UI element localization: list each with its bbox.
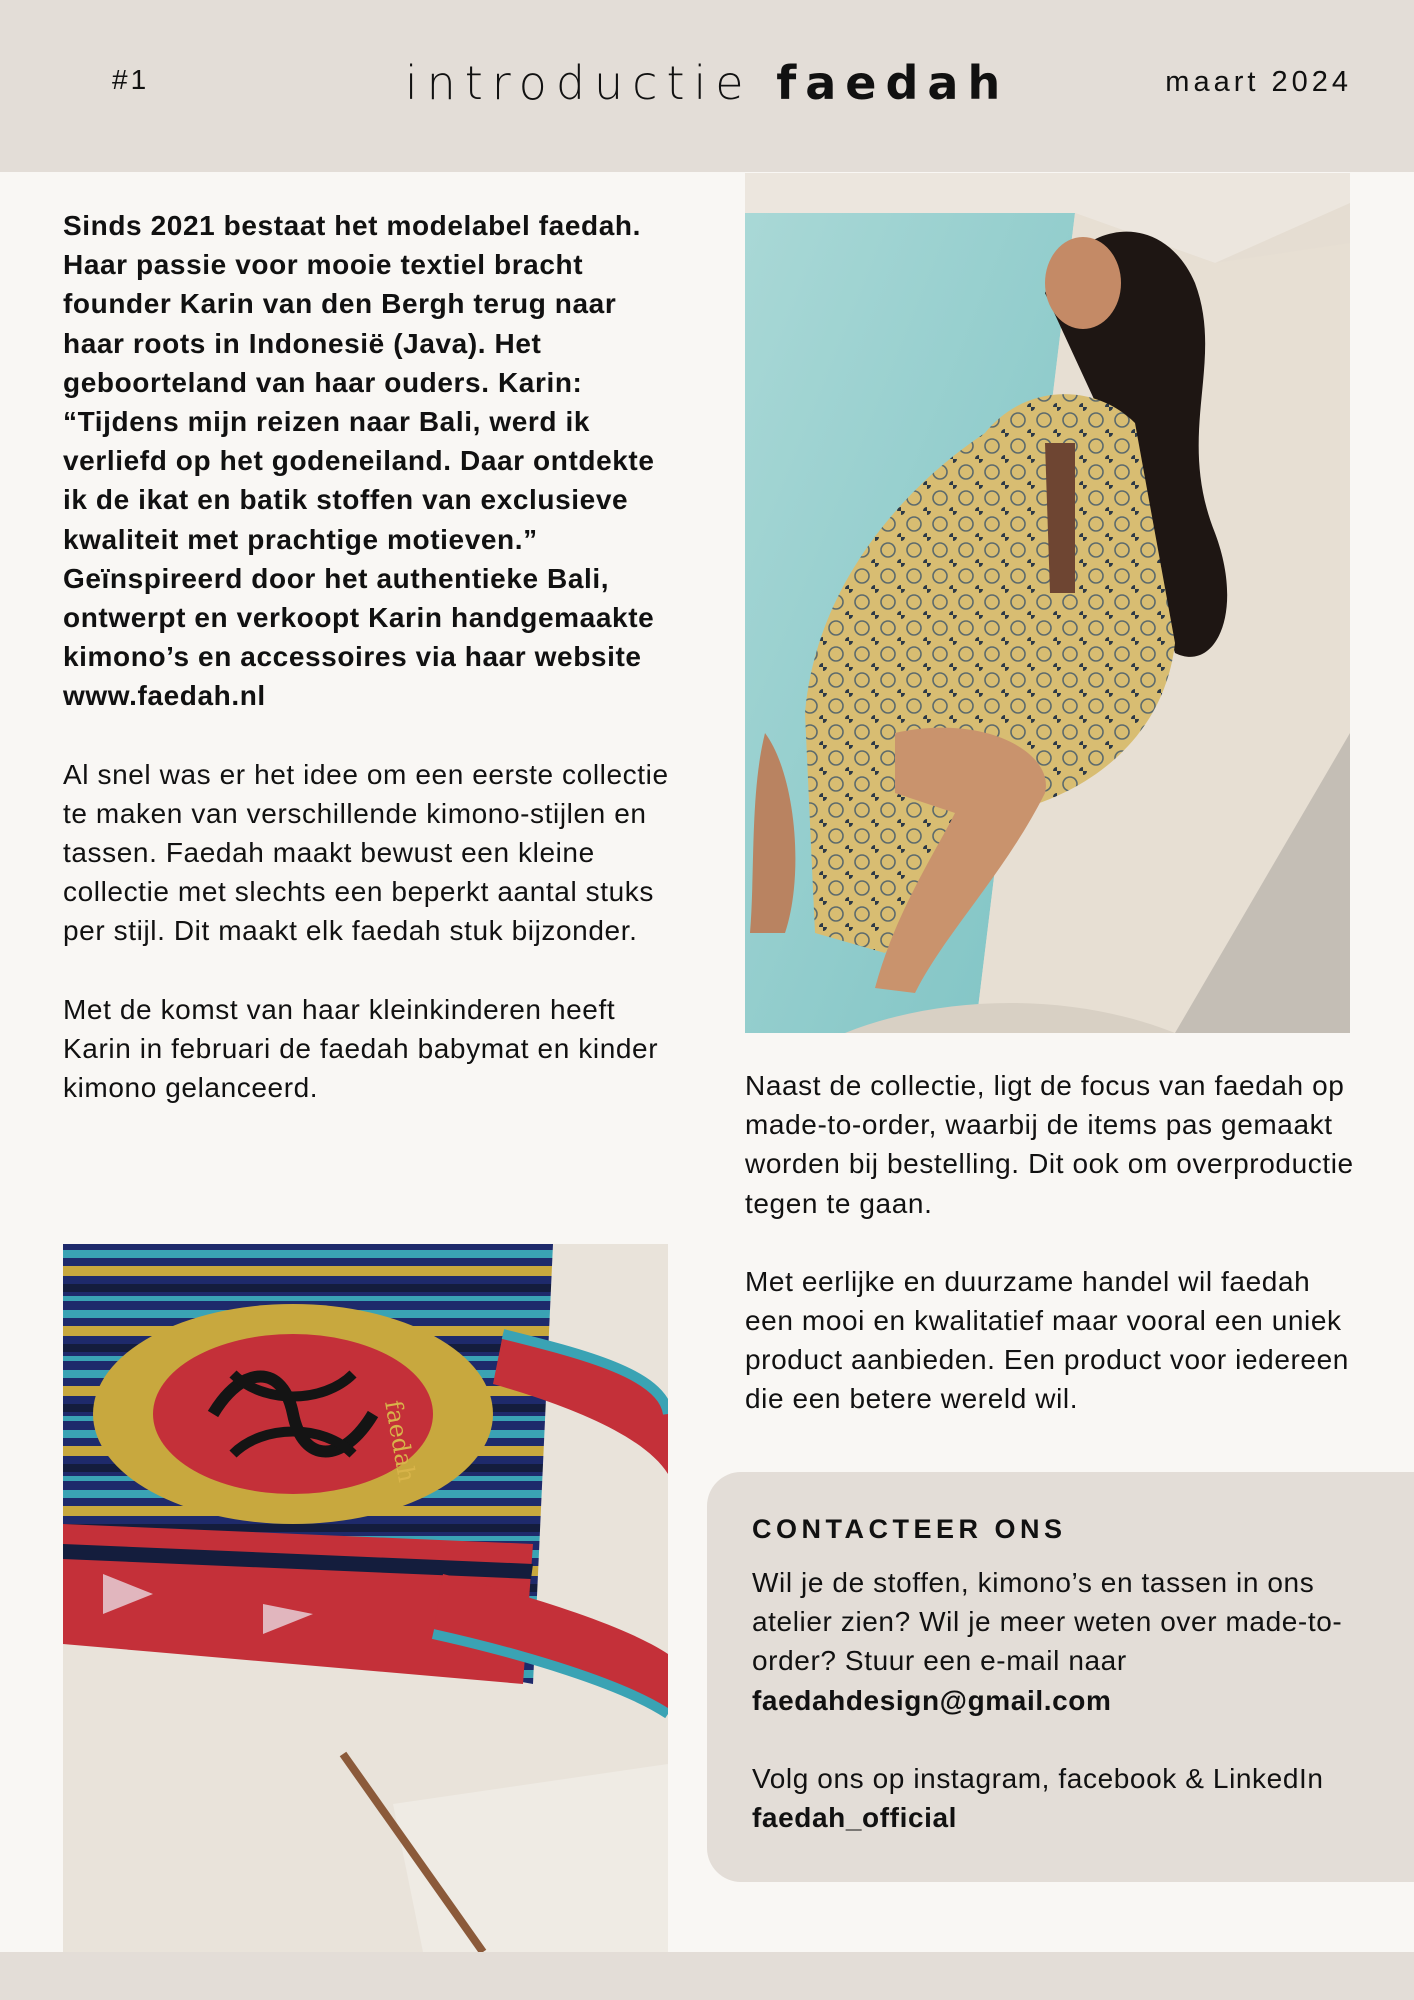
title-light: introductie (404, 56, 777, 110)
social-text (752, 1759, 1392, 1837)
paragraph-collection: Al snel was er het idee om een eerste collectie te maken van verschillende kimono-stijlen en tassen. Faedah maakt bewust een kleine collectie met slechts een beperkt aantal stuks per stijl. Dit maakt elk faedah stuk bijzonder. (63, 758, 669, 947)
social-intro: Volg ons op instagram, facebook & LinkedIn (752, 1762, 1324, 1794)
left-column (63, 206, 683, 1107)
paragraph-kids: Met de komst van haar kleinkinderen heeft Karin in februari de faedah babymat en kinder kimono gelanceerd. (63, 993, 659, 1104)
intro-paragraph: Sinds 2021 bestaat het modelabel faedah. Haar passie voor mooie textiel bracht founder Karin van den Bergh terug naar haar roots in Indonesië (Java). Het geboorteland van haar ouders. Karin: “Tijdens mijn reizen naar Bali, werd ik verliefd op het godeneiland. Daar ontdekte ik de ikat en batik stoffen van exclusieve kwaliteit met prachtige motieven.” Geïnspireerd door het authentieke Bali, ontwerpt en verkoopt Karin handgemaakte kimono’s en accessoires via haar website www.faedah.nl (63, 210, 655, 712)
footer-bar (0, 1952, 1414, 2000)
social-handle-link[interactable]: faedah_official (752, 1802, 958, 1834)
issue-date: maart 2024 (1165, 66, 1352, 98)
contact-panel (707, 1472, 1414, 1882)
right-column (745, 1066, 1365, 1419)
contact-email-link[interactable]: faedahdesign@gmail.com (752, 1684, 1112, 1716)
header-bar (0, 0, 1414, 172)
paragraph-made-to-order: Naast de collectie, ligt de focus van faedah op made-to-order, waarbij de items pas gemaakt worden bij bestelling. Dit ook om overproductie tegen te gaan. (745, 1070, 1354, 1219)
contact-intro: Wil je de stoffen, kimono’s en tassen in ons atelier zien? Wil je meer weten over made-to-order? Stuur een e-mail naar (752, 1567, 1343, 1677)
issue-number: #1 (112, 64, 150, 95)
photo-ikat-bag (63, 1244, 668, 1952)
photo-woman-kimono (745, 173, 1350, 1033)
bag-brand-label: faedah (379, 1398, 421, 1485)
contact-heading: CONTACTEER ONS (752, 1514, 1067, 1544)
woman-kimono-illustration (745, 173, 1350, 1033)
ikat-bag-illustration (63, 1244, 668, 1952)
contact-text (752, 1563, 1392, 1720)
title-brand: faedah (776, 56, 1010, 110)
contact-content (752, 1514, 1392, 1837)
paragraph-fair-trade: Met eerlijke en duurzame handel wil faedah een mooi en kwalitatief maar vooral een uniek product aanbieden. Een product voor iedereen die een betere wereld wil. (745, 1265, 1349, 1415)
